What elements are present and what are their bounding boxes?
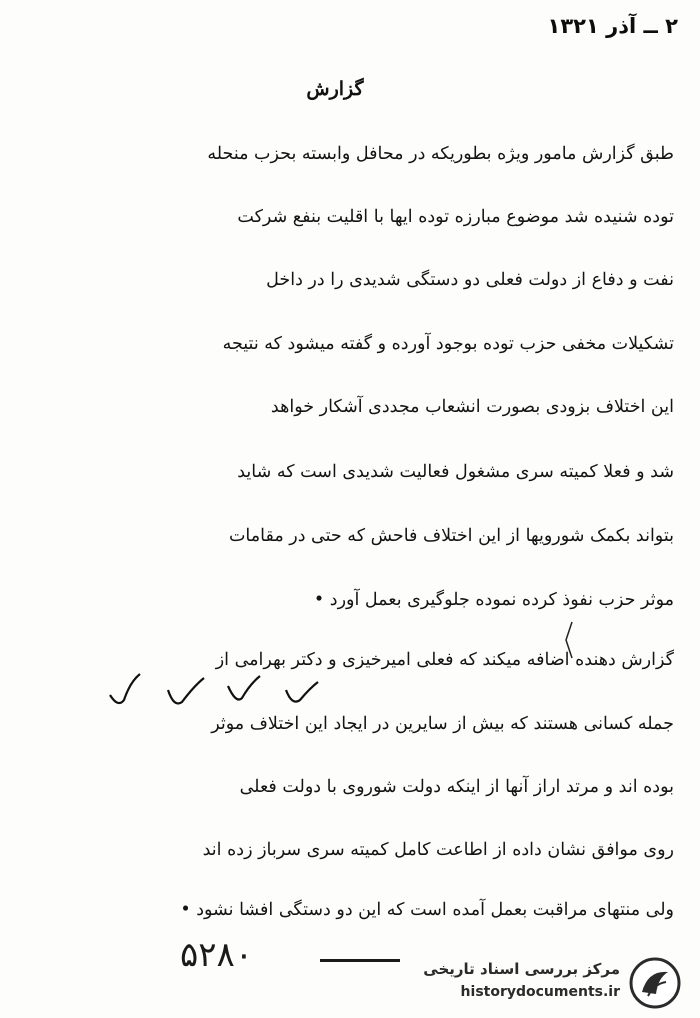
body-line: بتواند بکمک شورویها از این اختلاف فاحش که حتی در مقامات [228,526,674,546]
archive-number-dash [320,959,400,962]
body-line: موثر حزب نفوذ کرده نموده جلوگیری بعمل آورد • [313,590,674,610]
body-line: توده شنیده شد موضوع مبارزه توده ایها با اقلیت بنفع شرکت [237,207,674,227]
body-line: روی موافق نشان داده از اطاعت کامل کمیته سری سرباز زده اند [202,840,674,860]
body-line: این اختلاف بزودی بصورت انشعاب مجددی آشکار خواهد [270,397,674,417]
watermark [400,952,690,1012]
body-line: جمله کسانی هستند که بیش از سایرین در ایجاد این اختلاف موثر [211,714,674,734]
body-line: گزارش دهنده اضافه میکند که فعلی امیرخیزی و دکتر بهرامی از [215,650,674,670]
archive-number-text: ۵۲۸۰ [180,935,254,975]
document-date: ۲ ــ آذر ۱۳۲۱ [547,14,678,38]
body-line: نفت و دفاع از دولت فعلی دو دستگی شدیدی را در داخل [266,270,674,290]
archive-logo-icon [628,956,682,1010]
watermark-label-en: historydocuments.ir [460,984,620,1000]
watermark-label-fa: مرکز بررسی اسناد تاریخی [423,960,620,978]
body-line: بوده اند و مرتد اراز آنها از اینکه دولت شوروی با دولت فعلی [239,777,674,797]
body-line: شد و فعلا کمیته سری مشغول فعالیت شدیدی است که شاید [237,462,674,482]
body-line: طبق گزارش مامور ویژه بطوریکه در محافل وابسته بحزب منحله [207,144,674,164]
body-line: تشکیلات مخفی حزب توده بوجود آورده و گفته میشود که نتیجه [222,334,674,354]
handwritten-check-marks [100,660,330,720]
body-line: ولی منتهای مراقبت بعمل آمده است که این دو دستگی افشا نشود • [180,900,674,920]
archive-number [170,935,400,983]
document-title: گزارش [306,78,364,100]
margin-bracket-mark [560,620,580,660]
